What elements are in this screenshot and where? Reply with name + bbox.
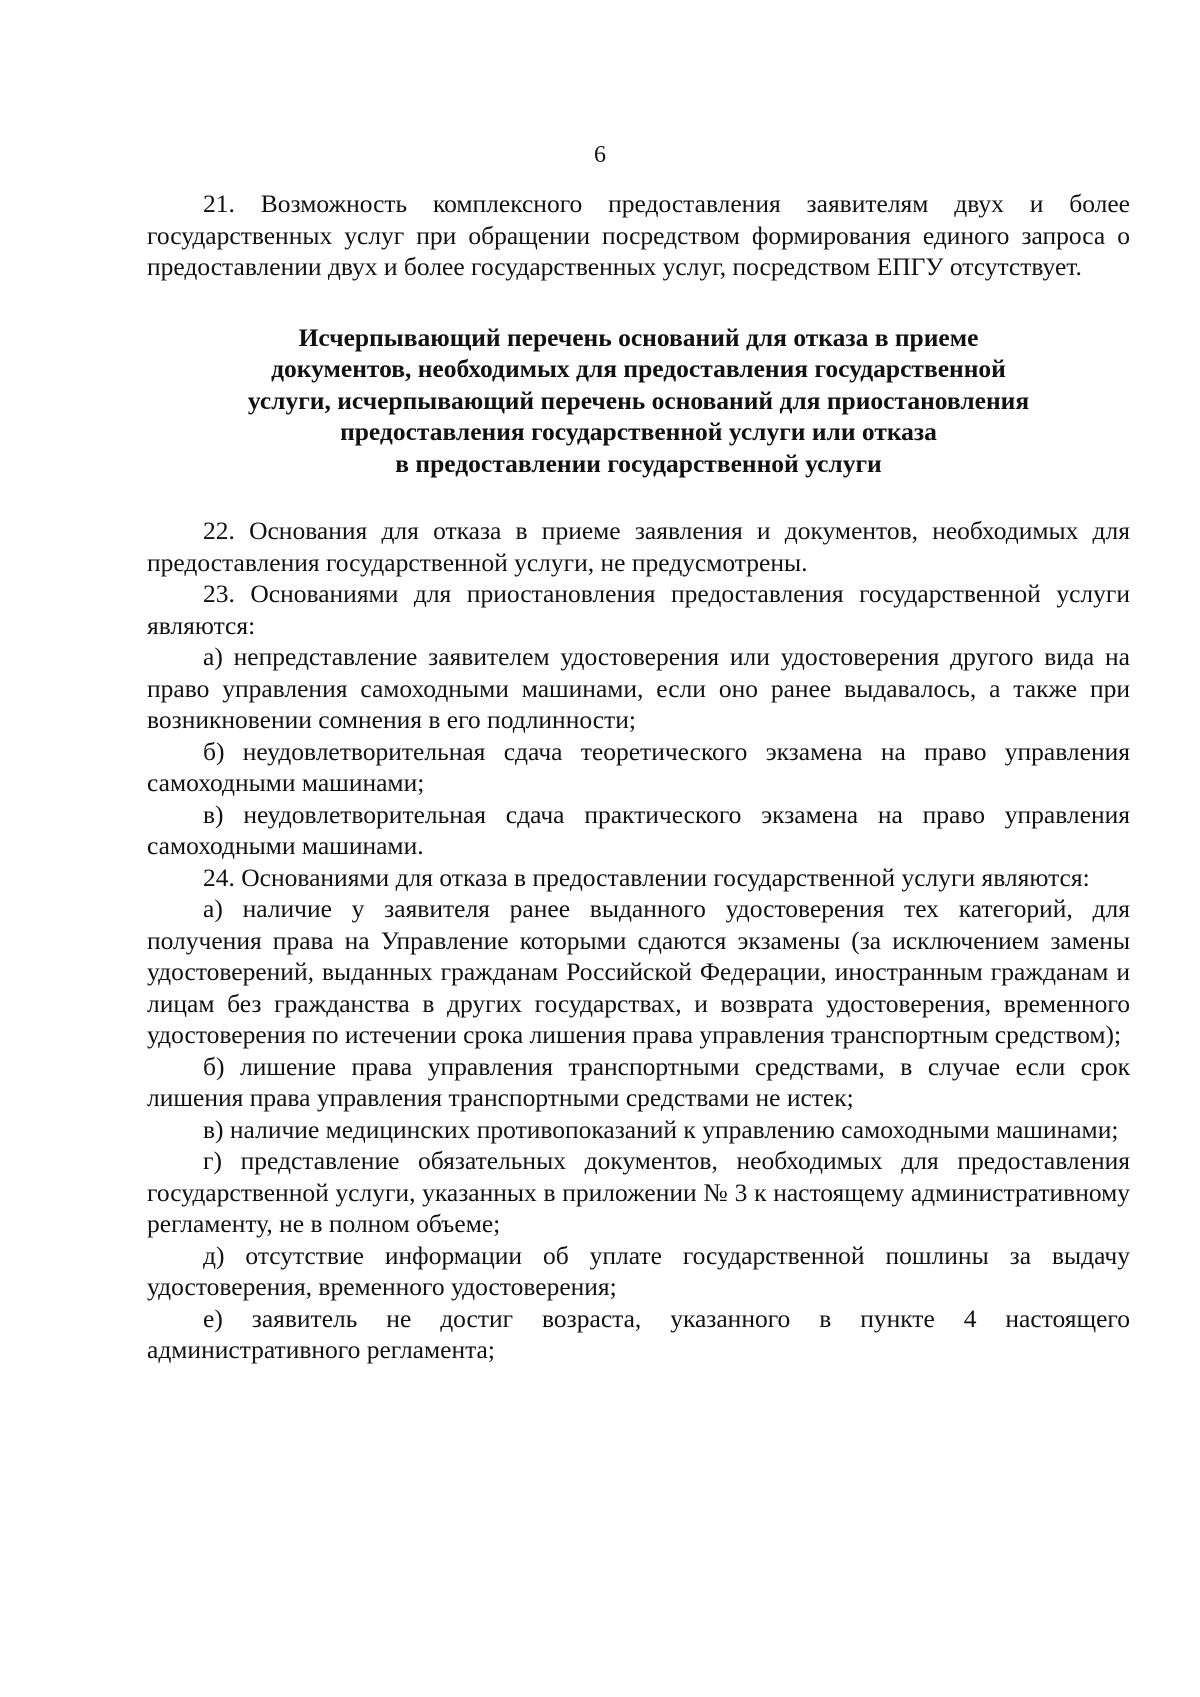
heading-line: предоставления государственной услуги или отказа bbox=[340, 417, 937, 446]
heading-line: Исчерпывающий перечень оснований для отказа в приеме bbox=[298, 322, 979, 352]
document-body bbox=[147, 188, 1130, 1366]
paragraph-23: 23. Основаниями для приостановления предоставления государственной услуги являются: bbox=[147, 579, 1130, 640]
paragraph-24-b: б) лишение права управления транспортными средствами, в случае если срок лишения права управления транспортными средствами не истек; bbox=[147, 1051, 1130, 1112]
paragraph-23-v: в) неудовлетворительная сдача практического экзамена на право управления самоходными машинами. bbox=[147, 799, 1130, 860]
paragraph-24-d: д) отсутствие информации об уплате государственной пошлины за выдачу удостоверения, временного удостоверения; bbox=[147, 1240, 1130, 1301]
paragraph-23-a: а) непредставление заявителем удостоверения или удостоверения другого вида на право управления самоходными машинами, если оно ранее выдавалось, а также при возникновении сомнения в его подлинности; bbox=[147, 642, 1130, 734]
section-heading bbox=[147, 322, 1130, 480]
heading-line: услуги, исчерпывающий перечень оснований для приостановления bbox=[247, 385, 1030, 415]
heading-line: в предоставлении государственной услуги bbox=[395, 448, 882, 478]
paragraph-22: 22. Основания для отказа в приеме заявления и документов, необходимых для предоставления государственной услуги, не предусмотрены. bbox=[147, 516, 1130, 577]
paragraph-24-a: а) наличие у заявителя ранее выданного удостоверения тех категорий, для получения права на Управление которыми сдаются экзамены (за исключением замены удостоверений, выданных гражданам Российской Федерации, иностранным гражданам и лицам без гражданства в других государствах, и возврата удостоверения, временного удостоверения по истечении срока лишения права управления транспортным средством); bbox=[147, 894, 1130, 1049]
paragraph-21: 21. Возможность комплексного предоставления заявителям двух и более государственных услуг при обращении посредством формирования единого запроса о предоставлении двух и более государственных услуг, посредством ЕПГУ отсутствует. bbox=[147, 189, 1130, 281]
paragraph-24-e: е) заявитель не достиг возраста, указанного в пункте 4 настоящего административного регламента; bbox=[147, 1303, 1130, 1364]
heading-line: документов, необходимых для предоставления государственной bbox=[271, 354, 1006, 383]
page-number: 6 bbox=[594, 142, 606, 168]
paragraph-24-v: в) наличие медицинских противопоказаний к управлению самоходными машинами; bbox=[203, 1114, 1119, 1144]
paragraph-23-b: б) неудовлетворительная сдача теоретического экзамена на право управления самоходными машинами; bbox=[147, 736, 1130, 797]
paragraph-24: 24. Основаниями для отказа в предоставлении государственной услуги являются: bbox=[203, 862, 1090, 892]
paragraph-24-g: г) представление обязательных документов, необходимых для предоставления государственной услуги, указанных в приложении № 3 к настоящему административному регламенту, не в полном объеме; bbox=[147, 1146, 1130, 1238]
